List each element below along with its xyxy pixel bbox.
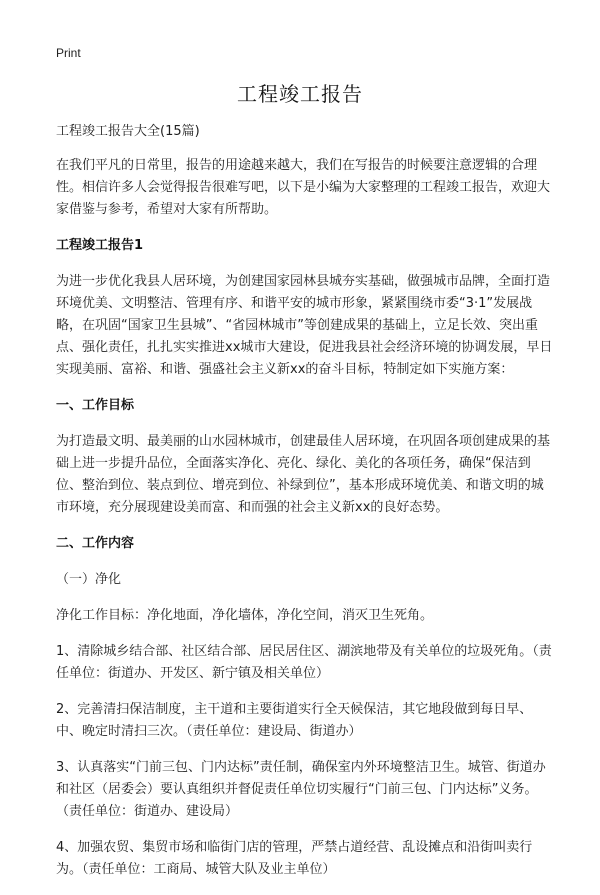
goal-paragraph: 为打造最文明、最美丽的山水园林城市，创建最佳人居环境，在巩固各项创建成果的基础上进一步提升品位，全面落实净化、亮化、绿化、美化的各项任务，确保“保洁到位、整治到位、装点到位、增亮到位、补绿到位”，基本形成环境优美、和谐文明的城市环境，充分展现建设美而富、和而强的社会主义新xx的良好态势。 [56,434,551,515]
sub1-goal: 净化工作目标：净化地面，净化墙体，净化空间，消灭卫生死角。 [56,608,434,623]
list-item-3: 3、认真落实“门前三包、门内达标”责任制，确保室内外环境整洁卫生。城管、街道办和社区（居委会）要认真组织并督促责任单位切实履行“门前三包、门内达标”义务。（责任单位：街道办、建设局） [56,760,546,819]
intro-paragraph: 在我们平凡的日常里，报告的用途越来越大，我们在写报告的时候要注意逻辑的合理性。相信许多人会觉得报告很难写吧，以下是小编为大家整理的工程竣工报告，欢迎大家借鉴与参考，希望对大家有所帮助。 [56,158,551,217]
list-item-4: 4、加强农贸、集贸市场和临街门店的管理，严禁占道经营、乱设摊点和沿街叫卖行为。（责任单位：工商局、城管大队及业主单位） [56,840,533,877]
section1-paragraph: 为进一步优化我县人居环境，为创建国家园林县城夯实基础，做强城市品牌，全面打造环境优美、文明整洁、管理有序、和谐平安的城市形象，紧紧围绕市委“3·1”发展战略，在巩固“国家卫生县城”、“省园林城市”等创建成果的基础上，立足长效、突出重点、强化责任，扎扎实实推进xx城市大建设，促进我县社会经济环境的协调发展，早日实现美丽、富裕、和谐、强盛社会主义新xx的奋斗目标，特制定如下实施方案： [56,274,553,377]
goal-heading: 一、工作目标 [56,398,135,413]
page-title: 工程竣工报告 [237,82,363,106]
sub1-heading: （一）净化 [56,572,122,587]
print-link[interactable]: Print [56,46,81,60]
section1-heading: 工程竣工报告1 [56,238,144,253]
list-item-2: 2、完善清扫保洁制度，主干道和主要街道实行全天候保洁，其它地段做到每日早、中、晚定时清扫三次。（责任单位：建设局、街道办） [56,702,533,739]
list-item-1: 1、清除城乡结合部、社区结合部、居民居住区、湖滨地带及有关单位的垃圾死角。（责任单位：街道办、开发区、新宁镇及相关单位） [56,644,552,681]
content-heading: 二、工作内容 [56,536,135,551]
document-subtitle: 工程竣工报告大全(15篇) [56,124,200,139]
document-body [56,121,556,895]
